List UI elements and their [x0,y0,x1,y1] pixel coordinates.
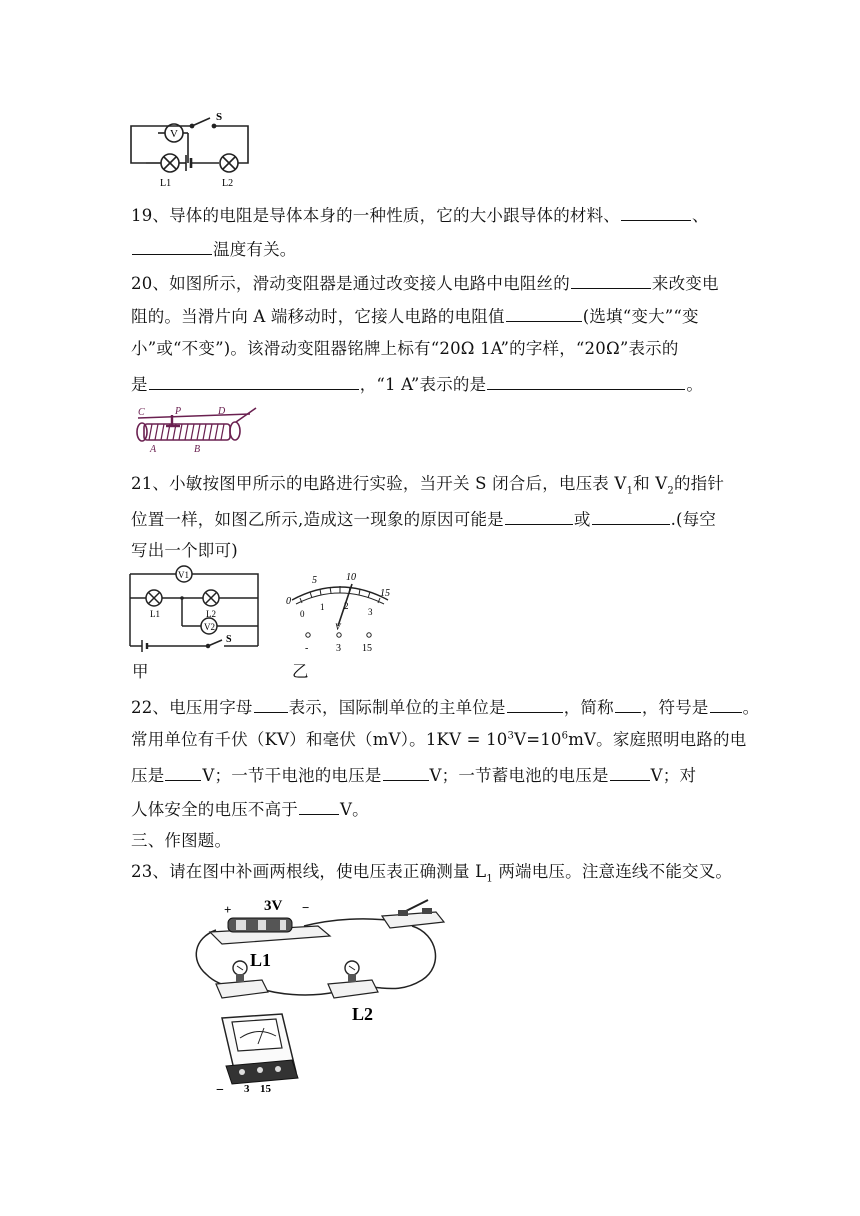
q21-jia-L1-label: L1 [150,609,160,619]
q21-text-1c: 的指针 [673,474,725,493]
q20-text-2b: (选填“变大”“变 [582,307,699,326]
q22-blank-6[interactable] [383,766,429,781]
q21-jia-circuit-figure [126,562,261,654]
q21-yi-tick-top-3: 15 [380,588,390,599]
q23-lamp1-label: L1 [250,950,272,970]
q23-text-a: 23、请在图中补画两根线，使电压表正确测量 L [131,862,487,881]
q18-switch-label: S [216,111,223,123]
q20-text-4a: 是 [131,375,148,394]
q23-text-b: 两端电压。注意连线不能交叉。 [492,862,733,881]
q20-line1 [131,274,719,293]
q19-blank-1[interactable] [621,206,691,221]
q20-line3 [131,341,679,358]
q23-battery-label: 3V [264,898,283,914]
q23-lamp2-label: L2 [352,1004,374,1024]
q21-sub2: 2 [667,485,674,497]
q21-line2 [131,510,716,529]
q21-yi-tick-top-2: 10 [346,572,356,583]
q21-yi-terminal-15: 15 [362,643,372,654]
q23-wiring-figure [186,888,446,1098]
q21-line3 [131,543,238,560]
q22-text-2b: V=10 [514,730,562,749]
q18-circuit-figure [126,110,256,190]
q22-text-1c: ，简称 [563,698,614,717]
lamp2-base [328,961,378,998]
q21-yi-tick-top-0: 0 [286,596,291,607]
q20-blank-1[interactable] [571,274,651,289]
q20-line2 [131,307,699,326]
q21-yi-unit: V [335,622,341,632]
q22-text-4a: 人体安全的电压不高于 [131,800,298,819]
q20-line4 [131,375,703,394]
q21-yi-terminal-neg: - [305,643,309,654]
q22-text-3b: V；一节干电池的电压是 [202,766,382,785]
q21-text-2a: 位置一样，如图乙所示,造成这一现象的原因可能是 [131,510,504,529]
q22-text-2c: mV。家庭照明电路的电 [568,730,747,749]
q18-lamp2-label: L2 [222,178,234,189]
q20-label-B: B [194,444,201,455]
q20-label-C: C [138,407,145,418]
q19-sep: 、 [692,206,709,225]
q19-line1 [131,206,709,225]
q20-label-D: D [218,406,226,417]
q20-blank-4[interactable] [487,375,685,390]
q20-label-P: P [175,406,182,417]
q21-yi-caption: 乙 [292,662,309,681]
q18-meter-label: V [170,128,178,140]
q22-blank-4[interactable] [710,698,742,713]
q22-text-1a: 22、电压用字母 [131,698,253,717]
q22-blank-5[interactable] [165,766,201,781]
q19-blank-2[interactable] [132,240,212,255]
q18-lamp1-label: L1 [160,178,172,189]
q21-blank-1[interactable] [505,510,573,525]
battery-holder [210,918,330,944]
q21-jia-S-label: S [226,634,232,645]
q21-yi-tick-bottom-1: 1 [320,602,325,612]
q22-sup2: 6 [561,730,569,742]
q20-blank-2[interactable] [506,307,582,322]
q20-text-1a: 20、如图所示，滑动变阻器是通过改变接人电路中电阻丝的 [131,274,570,293]
q22-blank-3[interactable] [615,698,641,713]
q21-text-1b: 和 V [633,474,668,493]
q21-line1 [131,474,725,497]
q22-text-3c: V；一节蓄电池的电压是 [429,766,609,785]
q20-text-4b: ，“1 A”表示的是 [359,375,487,394]
q21-yi-terminal-3: 3 [336,643,341,654]
q23-meter-terminal-15: 15 [260,1083,271,1095]
q20-text-3: 小”或“不变”)。该滑动变阻器铭牌上标有“20Ω 1A”的字样，“20Ω”表示的 [131,339,679,358]
q21-yi-tick-top-1: 5 [312,575,317,586]
switch-base [382,900,444,928]
q23-meter-terminal-3: 3 [244,1083,250,1095]
q22-sup1: 3 [507,730,515,742]
q23-text [131,862,733,885]
q22-text-2a: 常用单位有千伏（KV）和毫伏（mV）。1KV = 10 [131,730,508,749]
q21-text-2b: 或 [573,510,591,529]
q21-yi-tick-bottom-0: 0 [300,609,305,619]
q23-meter-terminal-neg: − [216,1083,224,1098]
q21-yi-tick-bottom-2: 2 [344,601,349,611]
q20-text-4c: 。 [686,375,704,394]
q19-text-b: 温度有关。 [213,240,297,259]
q21-text-2c: .(每空 [670,510,717,529]
q22-text-1e: 。 [742,698,760,717]
q22-blank-2[interactable] [507,698,563,713]
q20-rheostat-figure [132,404,262,456]
q22-line2 [131,732,746,749]
q21-jia-V1-label: V1 [178,570,189,580]
q19-line2 [131,240,297,259]
q22-blank-7[interactable] [610,766,650,781]
q19-text-a: 19、导体的电阻是导体本身的一种性质，它的大小跟导体的材料、 [131,206,620,225]
q22-line4 [131,800,369,819]
q22-text-1d: ，符号是 [641,698,709,717]
section-3-heading: 三、作图题。 [131,831,232,850]
q21-yi-voltmeter-figure [280,570,400,656]
q21-text-3: 写出一个即可) [131,541,238,560]
q22-text-1b: 表示，国际制单位的主单位是 [288,698,506,717]
q22-blank-1[interactable] [254,698,288,713]
q22-text-4b: V。 [340,800,369,819]
q21-yi-tick-bottom-3: 3 [368,607,373,617]
q22-text-3a: 压是 [131,766,165,785]
q21-jia-caption: 甲 [132,662,149,681]
voltmeter-device [222,1014,298,1084]
q20-text-2a: 阻的。当滑片向 A 端移动时，它接人电路的电阻值 [131,307,505,326]
q22-text-3d: V；对 [650,766,697,785]
q22-line3 [131,766,696,785]
q20-label-A: A [150,444,157,455]
q20-blank-3[interactable] [149,375,359,390]
q23-plus-label: + [224,902,232,917]
q22-blank-8[interactable] [299,800,339,815]
q21-blank-2[interactable] [592,510,670,525]
q23-minus-label: − [302,900,310,915]
q21-text-1a: 21、小敏按图甲所示的电路进行实验，当开关 S 闭合后，电压表 V [131,474,627,493]
q22-line1 [131,698,759,717]
q21-jia-V2-label: V2 [204,622,215,632]
q20-text-1b: 来改变电 [651,274,719,293]
q21-jia-L2-label: L2 [206,609,216,619]
q23-sub: 1 [486,873,493,885]
q21-sub1: 1 [626,485,634,497]
